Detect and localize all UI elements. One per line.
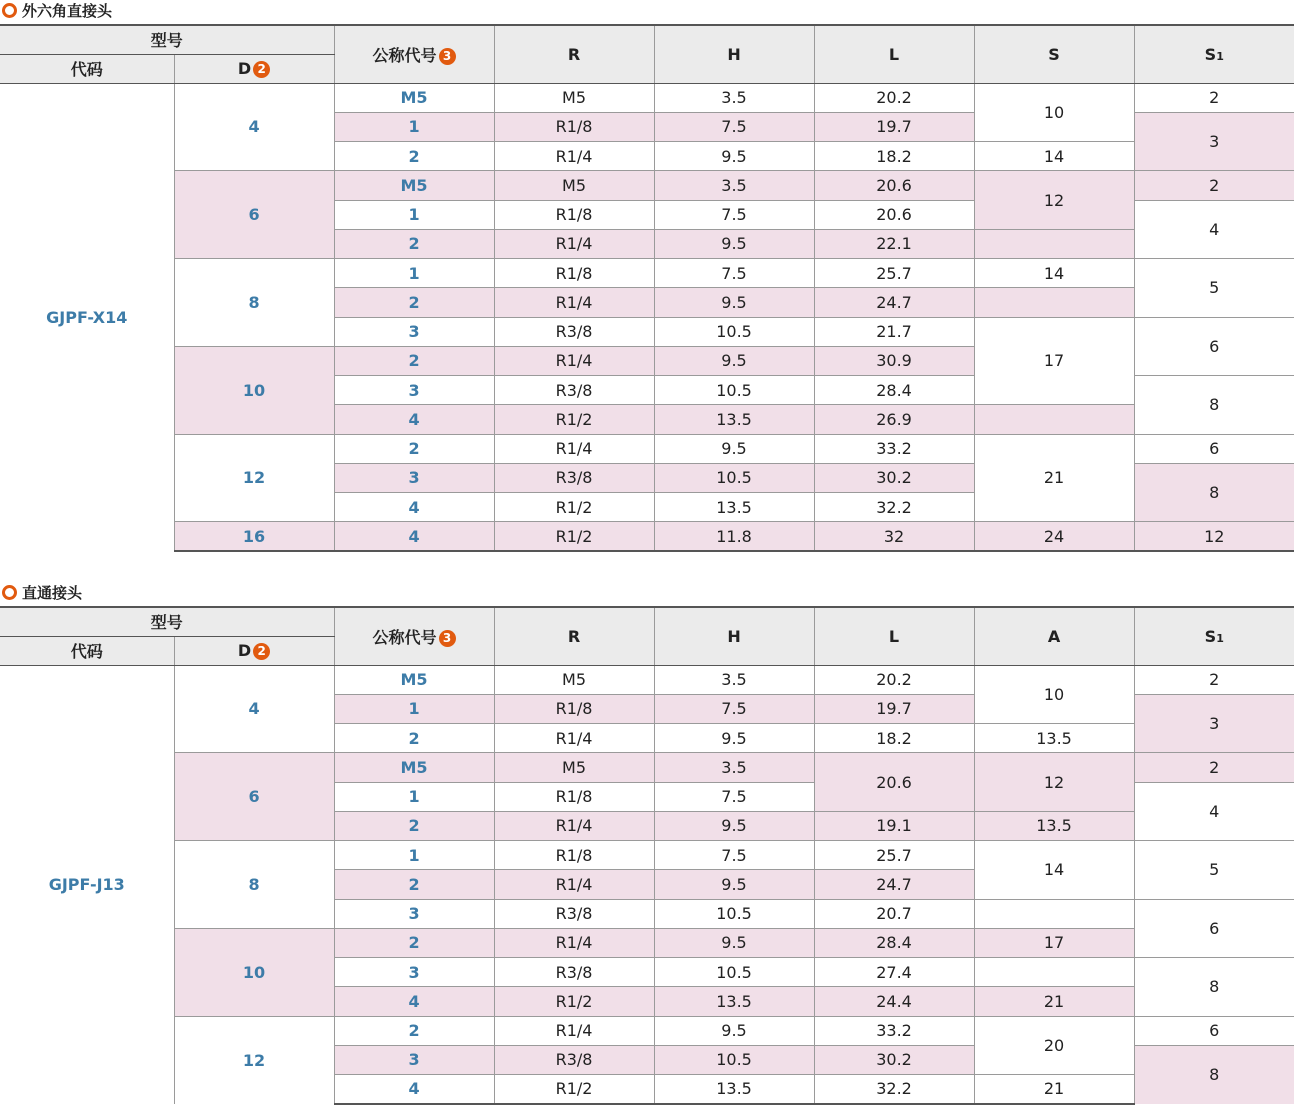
cell-c4: 21 (974, 1075, 1134, 1104)
cell-d: 12 (174, 434, 334, 522)
cell-c2: 7.5 (654, 112, 814, 141)
model-code: GJPF-X14 (0, 83, 174, 551)
cell-c1: R1/4 (494, 1016, 654, 1045)
section-title-straight-union (2, 582, 82, 602)
cell-c1: R1/2 (494, 1075, 654, 1104)
cell-c2: 9.5 (654, 142, 814, 171)
cell-c5: 4 (1134, 200, 1294, 259)
section-title-text: 直通接头 (22, 583, 83, 602)
cell-c1: R1/4 (494, 346, 654, 375)
cell-c4 (974, 405, 1134, 434)
cell-nominal: 3 (334, 899, 494, 928)
header-c4: S (974, 25, 1134, 83)
cell-c4: 20 (974, 1016, 1134, 1075)
cell-c1: R1/8 (494, 782, 654, 811)
cell-nominal: 1 (334, 200, 494, 229)
header-nominal-text: 公称代号 (372, 627, 437, 647)
cell-c4 (974, 229, 1134, 258)
cell-d: 10 (174, 928, 334, 1016)
cell-c1: R1/8 (494, 200, 654, 229)
cell-nominal: M5 (334, 83, 494, 112)
cell-c3: 20.7 (814, 899, 974, 928)
cell-nominal: 4 (334, 405, 494, 434)
cell-c1: R1/4 (494, 724, 654, 753)
cell-c3: 20.6 (814, 200, 974, 229)
cell-c5: 3 (1134, 112, 1294, 171)
badge-2-icon: 2 (253, 61, 270, 78)
cell-d: 4 (174, 665, 334, 753)
cell-c2: 10.5 (654, 463, 814, 492)
section-title-text: 外六角直接头 (22, 1, 113, 20)
cell-c1: R3/8 (494, 899, 654, 928)
cell-c5: 8 (1134, 1045, 1294, 1104)
header-c5-main: S (1204, 44, 1217, 64)
cell-c2: 13.5 (654, 1075, 814, 1104)
cell-c5: 6 (1134, 317, 1294, 376)
cell-c3: 19.7 (814, 694, 974, 723)
header-c2: H (654, 25, 814, 83)
cell-c2: 7.5 (654, 200, 814, 229)
cell-nominal: 2 (334, 288, 494, 317)
cell-c2: 10.5 (654, 899, 814, 928)
cell-c1: R3/8 (494, 958, 654, 987)
cell-c2: 7.5 (654, 841, 814, 870)
cell-c2: 10.5 (654, 958, 814, 987)
cell-c1: M5 (494, 665, 654, 694)
cell-c4: 24 (974, 522, 1134, 551)
cell-nominal: 4 (334, 1075, 494, 1104)
cell-c3: 28.4 (814, 928, 974, 957)
cell-c4 (974, 288, 1134, 317)
badge-3-icon: 3 (439, 48, 456, 65)
cell-nominal: 1 (334, 841, 494, 870)
header-c5 (1134, 607, 1294, 665)
cell-c3: 22.1 (814, 229, 974, 258)
header-d-text: D (237, 641, 252, 660)
cell-nominal: 3 (334, 958, 494, 987)
header-d (174, 636, 334, 665)
cell-nominal: 3 (334, 1045, 494, 1074)
cell-c5: 2 (1134, 753, 1294, 782)
cell-c3: 18.2 (814, 724, 974, 753)
cell-nominal: 2 (334, 142, 494, 171)
cell-c2: 11.8 (654, 522, 814, 551)
cell-c4: 10 (974, 83, 1134, 142)
cell-c2: 9.5 (654, 288, 814, 317)
cell-c3: 18.2 (814, 142, 974, 171)
header-model: 型号 (0, 25, 334, 54)
cell-nominal: M5 (334, 665, 494, 694)
cell-c2: 3.5 (654, 753, 814, 782)
section-marker-icon (2, 585, 17, 600)
cell-d: 6 (174, 171, 334, 259)
cell-c2: 9.5 (654, 434, 814, 463)
header-c5-main: S (1204, 626, 1217, 646)
cell-c5: 3 (1134, 694, 1294, 753)
badge-3-icon: 3 (439, 630, 456, 647)
cell-c5: 8 (1134, 376, 1294, 435)
header-nominal-text: 公称代号 (372, 45, 437, 65)
cell-c4: 10 (974, 665, 1134, 724)
cell-d: 16 (174, 522, 334, 551)
cell-nominal: 4 (334, 987, 494, 1016)
cell-d: 8 (174, 259, 334, 347)
cell-c3: 25.7 (814, 259, 974, 288)
cell-c1: R1/4 (494, 811, 654, 840)
cell-c3: 26.9 (814, 405, 974, 434)
table-row (0, 259, 1294, 288)
header-nominal (334, 25, 494, 83)
cell-c3: 20.2 (814, 665, 974, 694)
cell-nominal: 2 (334, 229, 494, 258)
cell-c3: 30.2 (814, 1045, 974, 1074)
cell-c2: 13.5 (654, 493, 814, 522)
cell-c2: 7.5 (654, 782, 814, 811)
cell-c3: 20.2 (814, 83, 974, 112)
cell-c1: R1/4 (494, 434, 654, 463)
cell-nominal: 3 (334, 317, 494, 346)
cell-d: 4 (174, 83, 334, 171)
header-d (174, 54, 334, 83)
cell-c1: M5 (494, 753, 654, 782)
cell-c2: 9.5 (654, 1016, 814, 1045)
cell-c4: 12 (974, 171, 1134, 230)
cell-c1: R1/8 (494, 259, 654, 288)
cell-c2: 13.5 (654, 987, 814, 1016)
header-d-text: D (237, 59, 252, 78)
cell-c2: 13.5 (654, 405, 814, 434)
cell-c3: 25.7 (814, 841, 974, 870)
cell-c2: 9.5 (654, 811, 814, 840)
cell-c2: 3.5 (654, 83, 814, 112)
cell-nominal: M5 (334, 753, 494, 782)
cell-nominal: 2 (334, 928, 494, 957)
cell-c1: R1/8 (494, 694, 654, 723)
spec-table-straight-union (0, 606, 1294, 1105)
cell-c2: 3.5 (654, 665, 814, 694)
cell-c4: 17 (974, 928, 1134, 957)
cell-c5: 2 (1134, 171, 1294, 200)
cell-nominal: M5 (334, 171, 494, 200)
cell-nominal: 1 (334, 782, 494, 811)
cell-c2: 9.5 (654, 928, 814, 957)
cell-c1: R1/4 (494, 142, 654, 171)
cell-c2: 9.5 (654, 346, 814, 375)
cell-nominal: 4 (334, 493, 494, 522)
cell-c3: 19.1 (814, 811, 974, 840)
cell-c3: 19.7 (814, 112, 974, 141)
spec-table-hex-straight (0, 24, 1294, 552)
cell-c4: 21 (974, 434, 1134, 522)
cell-c4: 17 (974, 317, 1134, 405)
header-code: 代码 (0, 54, 174, 83)
cell-c5: 2 (1134, 83, 1294, 112)
cell-nominal: 1 (334, 259, 494, 288)
cell-d: 6 (174, 753, 334, 841)
cell-c5: 4 (1134, 782, 1294, 841)
cell-d: 12 (174, 1016, 334, 1104)
cell-c1: R1/4 (494, 870, 654, 899)
cell-c1: R3/8 (494, 1045, 654, 1074)
cell-nominal: 2 (334, 811, 494, 840)
cell-c1: R1/8 (494, 112, 654, 141)
cell-c2: 9.5 (654, 724, 814, 753)
cell-c2: 9.5 (654, 229, 814, 258)
header-c5-sub: 1 (1216, 631, 1224, 645)
cell-c1: R1/4 (494, 928, 654, 957)
cell-c2: 7.5 (654, 694, 814, 723)
cell-c5: 5 (1134, 841, 1294, 900)
cell-c2: 7.5 (654, 259, 814, 288)
cell-c3: 21.7 (814, 317, 974, 346)
table-row (0, 928, 1294, 957)
cell-d: 10 (174, 346, 334, 434)
section-title-hex-straight (2, 0, 112, 20)
table-row (0, 434, 1294, 463)
header-model: 型号 (0, 607, 334, 636)
cell-c4: 14 (974, 142, 1134, 171)
cell-c1: R1/2 (494, 405, 654, 434)
cell-c1: R1/2 (494, 522, 654, 551)
cell-c3: 24.7 (814, 870, 974, 899)
cell-c1: R1/8 (494, 841, 654, 870)
header-c1: R (494, 607, 654, 665)
cell-c4: 21 (974, 987, 1134, 1016)
cell-c3: 30.9 (814, 346, 974, 375)
header-nominal (334, 607, 494, 665)
cell-c1: M5 (494, 171, 654, 200)
cell-c4: 14 (974, 841, 1134, 900)
cell-c4: 13.5 (974, 724, 1134, 753)
table-row (0, 841, 1294, 870)
cell-c4 (974, 899, 1134, 928)
table-row (0, 83, 1294, 112)
cell-nominal: 1 (334, 694, 494, 723)
table-row (0, 1016, 1294, 1045)
cell-c1: R1/2 (494, 987, 654, 1016)
cell-c3: 33.2 (814, 1016, 974, 1045)
cell-c3: 32 (814, 522, 974, 551)
cell-c5: 2 (1134, 665, 1294, 694)
cell-c3: 32.2 (814, 493, 974, 522)
badge-2-icon: 2 (253, 643, 270, 660)
cell-nominal: 1 (334, 112, 494, 141)
cell-nominal: 3 (334, 376, 494, 405)
cell-c4: 13.5 (974, 811, 1134, 840)
section-marker-icon (2, 3, 17, 18)
cell-nominal: 2 (334, 870, 494, 899)
cell-c5: 12 (1134, 522, 1294, 551)
cell-nominal: 4 (334, 522, 494, 551)
table-row (0, 665, 1294, 694)
cell-c5: 5 (1134, 259, 1294, 318)
cell-nominal: 2 (334, 434, 494, 463)
cell-c3: 20.6 (814, 171, 974, 200)
header-c4: A (974, 607, 1134, 665)
header-c2: H (654, 607, 814, 665)
cell-c4 (974, 958, 1134, 987)
table-row (0, 522, 1294, 551)
cell-c4: 14 (974, 259, 1134, 288)
cell-c3: 33.2 (814, 434, 974, 463)
cell-c5: 8 (1134, 958, 1294, 1017)
cell-c1: R1/2 (494, 493, 654, 522)
cell-c4: 12 (974, 753, 1134, 812)
cell-c5: 6 (1134, 899, 1294, 958)
cell-c1: R1/4 (494, 288, 654, 317)
header-c3: L (814, 25, 974, 83)
cell-c3: 24.7 (814, 288, 974, 317)
cell-c5: 6 (1134, 1016, 1294, 1045)
cell-c2: 3.5 (654, 171, 814, 200)
cell-c2: 10.5 (654, 376, 814, 405)
header-code: 代码 (0, 636, 174, 665)
cell-c1: R1/4 (494, 229, 654, 258)
cell-c5: 6 (1134, 434, 1294, 463)
cell-c1: R3/8 (494, 463, 654, 492)
cell-c2: 10.5 (654, 1045, 814, 1074)
header-c3: L (814, 607, 974, 665)
header-c1: R (494, 25, 654, 83)
cell-c3: 24.4 (814, 987, 974, 1016)
cell-c2: 10.5 (654, 317, 814, 346)
cell-c3: 28.4 (814, 376, 974, 405)
cell-c3: 20.6 (814, 753, 974, 812)
header-c5-sub: 1 (1216, 49, 1224, 63)
cell-c5: 8 (1134, 463, 1294, 522)
header-c5 (1134, 25, 1294, 83)
table-row (0, 753, 1294, 782)
table-row (0, 171, 1294, 200)
cell-c3: 32.2 (814, 1075, 974, 1104)
cell-c1: R3/8 (494, 317, 654, 346)
cell-c1: M5 (494, 83, 654, 112)
cell-c3: 27.4 (814, 958, 974, 987)
cell-c2: 9.5 (654, 870, 814, 899)
cell-c3: 30.2 (814, 463, 974, 492)
cell-nominal: 2 (334, 1016, 494, 1045)
cell-d: 8 (174, 841, 334, 929)
cell-nominal: 2 (334, 346, 494, 375)
model-code: GJPF-J13 (0, 665, 174, 1104)
cell-nominal: 3 (334, 463, 494, 492)
cell-nominal: 2 (334, 724, 494, 753)
cell-c1: R3/8 (494, 376, 654, 405)
